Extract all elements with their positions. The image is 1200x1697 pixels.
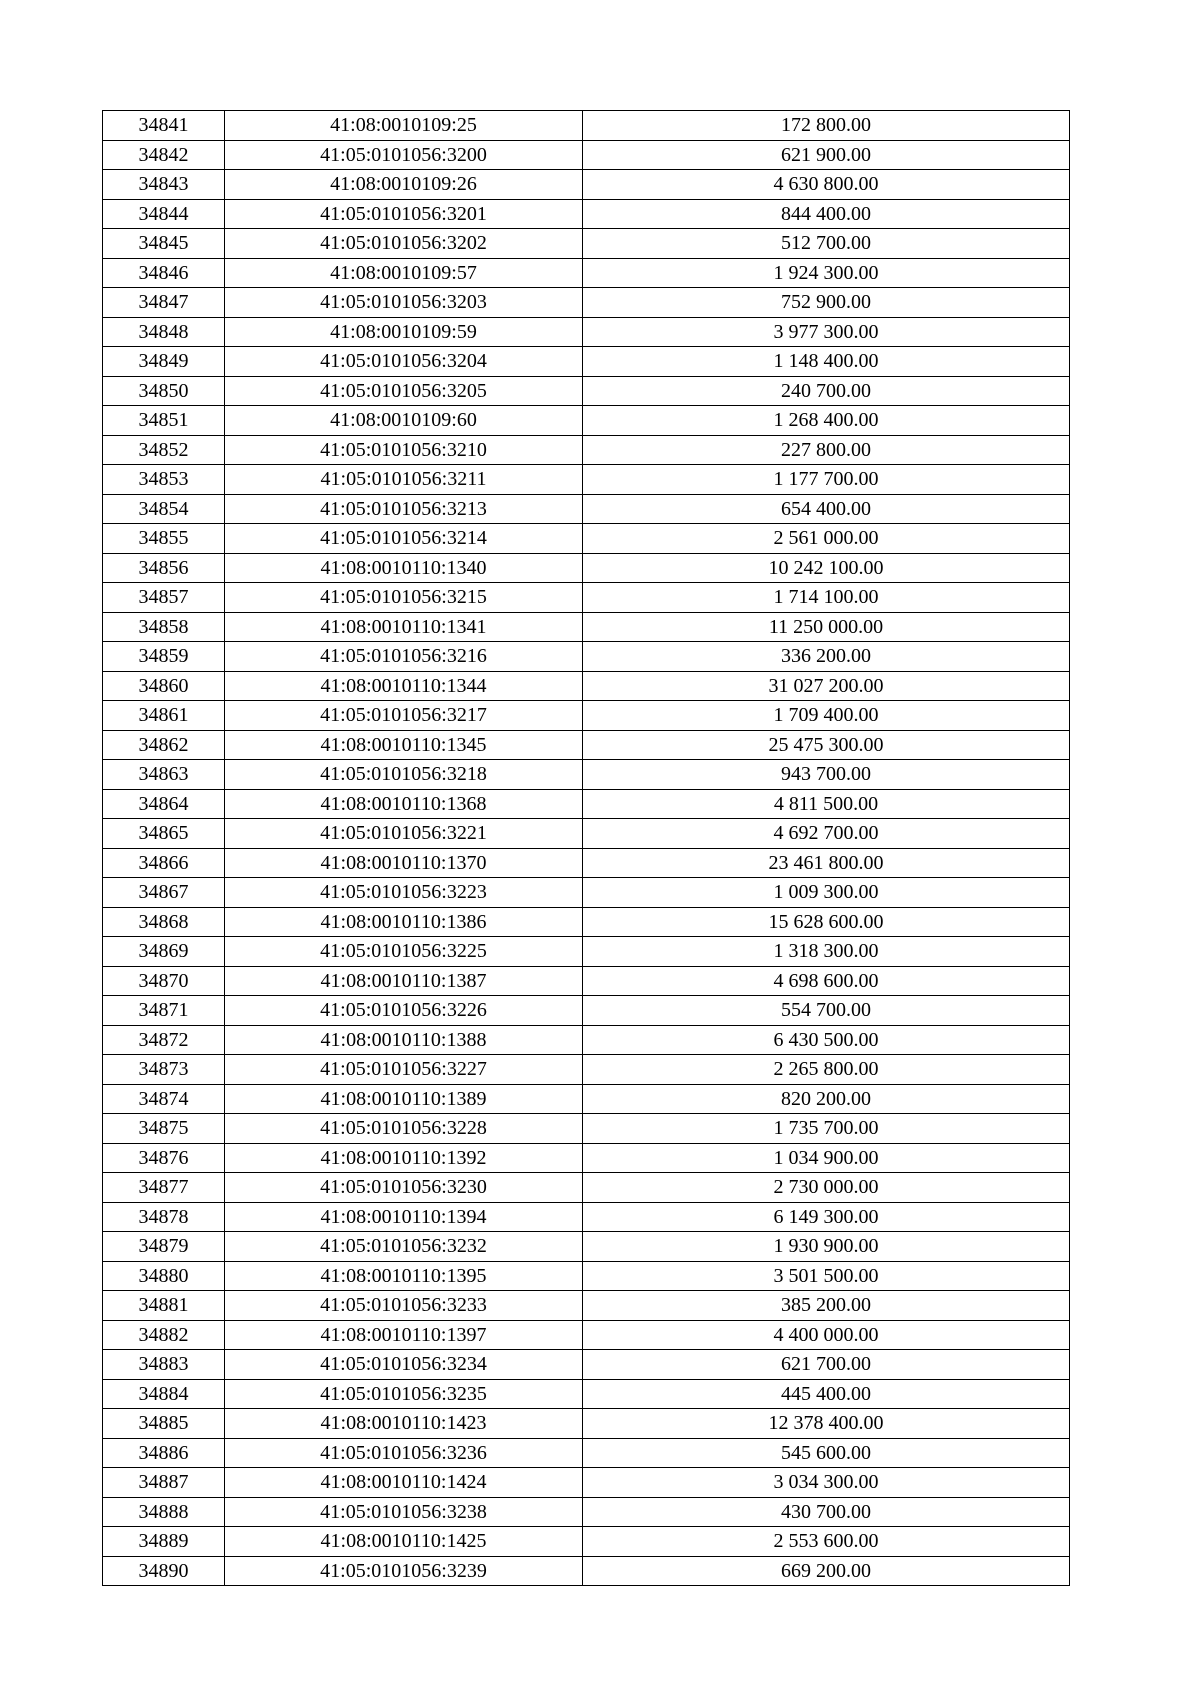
cadastral-value-cell: 445 400.00 xyxy=(583,1379,1070,1409)
row-number-cell: 34886 xyxy=(103,1438,225,1468)
cadastral-value-cell: 1 735 700.00 xyxy=(583,1114,1070,1144)
table-row xyxy=(103,465,1070,495)
row-number-cell: 34871 xyxy=(103,996,225,1026)
table-row xyxy=(103,878,1070,908)
cadastral-number-cell: 41:08:0010110:1370 xyxy=(225,848,583,878)
row-number-cell: 34870 xyxy=(103,966,225,996)
table-row xyxy=(103,494,1070,524)
cadastral-value-cell: 1 009 300.00 xyxy=(583,878,1070,908)
row-number-cell: 34877 xyxy=(103,1173,225,1203)
cadastral-number-cell: 41:08:0010110:1340 xyxy=(225,553,583,583)
row-number-cell: 34851 xyxy=(103,406,225,436)
row-number-cell: 34843 xyxy=(103,170,225,200)
cadastral-number-cell: 41:05:0101056:3218 xyxy=(225,760,583,790)
row-number-cell: 34865 xyxy=(103,819,225,849)
table-row xyxy=(103,937,1070,967)
cadastral-value-cell: 31 027 200.00 xyxy=(583,671,1070,701)
row-number-cell: 34846 xyxy=(103,258,225,288)
table-body xyxy=(103,111,1070,1586)
table-row xyxy=(103,170,1070,200)
row-number-cell: 34855 xyxy=(103,524,225,554)
cadastral-number-cell: 41:08:0010110:1394 xyxy=(225,1202,583,1232)
row-number-cell: 34873 xyxy=(103,1055,225,1085)
table-row xyxy=(103,966,1070,996)
cadastral-value-table xyxy=(102,110,1070,1586)
row-number-cell: 34854 xyxy=(103,494,225,524)
table-row xyxy=(103,1232,1070,1262)
cadastral-number-cell: 41:05:0101056:3239 xyxy=(225,1556,583,1586)
row-number-cell: 34888 xyxy=(103,1497,225,1527)
row-number-cell: 34866 xyxy=(103,848,225,878)
cadastral-value-cell: 669 200.00 xyxy=(583,1556,1070,1586)
row-number-cell: 34848 xyxy=(103,317,225,347)
table-row xyxy=(103,1055,1070,1085)
table-row xyxy=(103,1497,1070,1527)
row-number-cell: 34869 xyxy=(103,937,225,967)
cadastral-number-cell: 41:05:0101056:3230 xyxy=(225,1173,583,1203)
table-row xyxy=(103,199,1070,229)
cadastral-number-cell: 41:05:0101056:3228 xyxy=(225,1114,583,1144)
cadastral-value-cell: 25 475 300.00 xyxy=(583,730,1070,760)
row-number-cell: 34867 xyxy=(103,878,225,908)
row-number-cell: 34872 xyxy=(103,1025,225,1055)
cadastral-value-cell: 23 461 800.00 xyxy=(583,848,1070,878)
table-row xyxy=(103,1173,1070,1203)
table-row xyxy=(103,612,1070,642)
table-row xyxy=(103,760,1070,790)
cadastral-value-cell: 752 900.00 xyxy=(583,288,1070,318)
cadastral-value-cell: 227 800.00 xyxy=(583,435,1070,465)
row-number-cell: 34844 xyxy=(103,199,225,229)
row-number-cell: 34858 xyxy=(103,612,225,642)
cadastral-number-cell: 41:05:0101056:3202 xyxy=(225,229,583,259)
table-row xyxy=(103,642,1070,672)
table-row xyxy=(103,1202,1070,1232)
cadastral-number-cell: 41:05:0101056:3210 xyxy=(225,435,583,465)
cadastral-value-cell: 1 177 700.00 xyxy=(583,465,1070,495)
table-row xyxy=(103,111,1070,141)
cadastral-number-cell: 41:08:0010110:1368 xyxy=(225,789,583,819)
cadastral-value-cell: 336 200.00 xyxy=(583,642,1070,672)
table-row xyxy=(103,376,1070,406)
cadastral-number-cell: 41:08:0010110:1392 xyxy=(225,1143,583,1173)
row-number-cell: 34853 xyxy=(103,465,225,495)
row-number-cell: 34862 xyxy=(103,730,225,760)
table-row xyxy=(103,1114,1070,1144)
table-row xyxy=(103,1438,1070,1468)
cadastral-value-cell: 1 268 400.00 xyxy=(583,406,1070,436)
cadastral-number-cell: 41:08:0010109:59 xyxy=(225,317,583,347)
table-row xyxy=(103,1379,1070,1409)
cadastral-value-cell: 943 700.00 xyxy=(583,760,1070,790)
table-row xyxy=(103,1025,1070,1055)
cadastral-value-cell: 12 378 400.00 xyxy=(583,1409,1070,1439)
table-row xyxy=(103,258,1070,288)
row-number-cell: 34885 xyxy=(103,1409,225,1439)
cadastral-value-cell: 10 242 100.00 xyxy=(583,553,1070,583)
table-row xyxy=(103,996,1070,1026)
cadastral-number-cell: 41:05:0101056:3236 xyxy=(225,1438,583,1468)
table-row xyxy=(103,288,1070,318)
cadastral-number-cell: 41:08:0010109:60 xyxy=(225,406,583,436)
cadastral-number-cell: 41:05:0101056:3203 xyxy=(225,288,583,318)
cadastral-number-cell: 41:05:0101056:3221 xyxy=(225,819,583,849)
row-number-cell: 34882 xyxy=(103,1320,225,1350)
table-row xyxy=(103,1409,1070,1439)
cadastral-value-cell: 4 698 600.00 xyxy=(583,966,1070,996)
cadastral-value-cell: 1 709 400.00 xyxy=(583,701,1070,731)
table-row xyxy=(103,229,1070,259)
table-row xyxy=(103,347,1070,377)
cadastral-number-cell: 41:08:0010109:26 xyxy=(225,170,583,200)
cadastral-value-cell: 654 400.00 xyxy=(583,494,1070,524)
table-row xyxy=(103,907,1070,937)
cadastral-value-cell: 11 250 000.00 xyxy=(583,612,1070,642)
cadastral-value-cell: 3 501 500.00 xyxy=(583,1261,1070,1291)
row-number-cell: 34881 xyxy=(103,1291,225,1321)
cadastral-value-cell: 2 553 600.00 xyxy=(583,1527,1070,1557)
row-number-cell: 34857 xyxy=(103,583,225,613)
row-number-cell: 34884 xyxy=(103,1379,225,1409)
cadastral-number-cell: 41:05:0101056:3227 xyxy=(225,1055,583,1085)
cadastral-value-cell: 2 561 000.00 xyxy=(583,524,1070,554)
cadastral-number-cell: 41:08:0010110:1424 xyxy=(225,1468,583,1498)
cadastral-value-cell: 1 924 300.00 xyxy=(583,258,1070,288)
row-number-cell: 34889 xyxy=(103,1527,225,1557)
cadastral-number-cell: 41:08:0010110:1423 xyxy=(225,1409,583,1439)
cadastral-number-cell: 41:08:0010110:1341 xyxy=(225,612,583,642)
cadastral-number-cell: 41:05:0101056:3232 xyxy=(225,1232,583,1262)
table-row xyxy=(103,671,1070,701)
table-row xyxy=(103,553,1070,583)
table-row xyxy=(103,1291,1070,1321)
row-number-cell: 34849 xyxy=(103,347,225,377)
cadastral-value-cell: 4 811 500.00 xyxy=(583,789,1070,819)
cadastral-value-cell: 3 034 300.00 xyxy=(583,1468,1070,1498)
table-row xyxy=(103,435,1070,465)
row-number-cell: 34890 xyxy=(103,1556,225,1586)
cadastral-value-cell: 2 265 800.00 xyxy=(583,1055,1070,1085)
table-row xyxy=(103,406,1070,436)
cadastral-number-cell: 41:05:0101056:3216 xyxy=(225,642,583,672)
table-row xyxy=(103,140,1070,170)
cadastral-value-cell: 1 714 100.00 xyxy=(583,583,1070,613)
cadastral-number-cell: 41:05:0101056:3225 xyxy=(225,937,583,967)
row-number-cell: 34860 xyxy=(103,671,225,701)
row-number-cell: 34878 xyxy=(103,1202,225,1232)
table-row xyxy=(103,848,1070,878)
cadastral-value-cell: 545 600.00 xyxy=(583,1438,1070,1468)
cadastral-number-cell: 41:05:0101056:3217 xyxy=(225,701,583,731)
cadastral-number-cell: 41:08:0010110:1344 xyxy=(225,671,583,701)
row-number-cell: 34847 xyxy=(103,288,225,318)
cadastral-number-cell: 41:08:0010110:1388 xyxy=(225,1025,583,1055)
row-number-cell: 34876 xyxy=(103,1143,225,1173)
cadastral-value-cell: 385 200.00 xyxy=(583,1291,1070,1321)
cadastral-number-cell: 41:08:0010110:1397 xyxy=(225,1320,583,1350)
row-number-cell: 34875 xyxy=(103,1114,225,1144)
row-number-cell: 34887 xyxy=(103,1468,225,1498)
table-row xyxy=(103,701,1070,731)
cadastral-number-cell: 41:05:0101056:3200 xyxy=(225,140,583,170)
cadastral-value-cell: 4 400 000.00 xyxy=(583,1320,1070,1350)
cadastral-number-cell: 41:05:0101056:3238 xyxy=(225,1497,583,1527)
cadastral-value-cell: 4 630 800.00 xyxy=(583,170,1070,200)
cadastral-value-cell: 15 628 600.00 xyxy=(583,907,1070,937)
row-number-cell: 34842 xyxy=(103,140,225,170)
cadastral-number-cell: 41:08:0010109:25 xyxy=(225,111,583,141)
cadastral-number-cell: 41:08:0010109:57 xyxy=(225,258,583,288)
cadastral-number-cell: 41:05:0101056:3211 xyxy=(225,465,583,495)
cadastral-value-cell: 2 730 000.00 xyxy=(583,1173,1070,1203)
cadastral-value-cell: 240 700.00 xyxy=(583,376,1070,406)
cadastral-number-cell: 41:05:0101056:3201 xyxy=(225,199,583,229)
row-number-cell: 34852 xyxy=(103,435,225,465)
cadastral-value-cell: 6 430 500.00 xyxy=(583,1025,1070,1055)
cadastral-number-cell: 41:08:0010110:1345 xyxy=(225,730,583,760)
row-number-cell: 34859 xyxy=(103,642,225,672)
cadastral-value-cell: 172 800.00 xyxy=(583,111,1070,141)
cadastral-number-cell: 41:05:0101056:3235 xyxy=(225,1379,583,1409)
table-row xyxy=(103,819,1070,849)
table-row xyxy=(103,730,1070,760)
cadastral-value-cell: 430 700.00 xyxy=(583,1497,1070,1527)
table-row xyxy=(103,583,1070,613)
row-number-cell: 34879 xyxy=(103,1232,225,1262)
row-number-cell: 34880 xyxy=(103,1261,225,1291)
table-row xyxy=(103,1527,1070,1557)
cadastral-number-cell: 41:05:0101056:3214 xyxy=(225,524,583,554)
table-row xyxy=(103,789,1070,819)
table-row xyxy=(103,1261,1070,1291)
table-row xyxy=(103,1350,1070,1380)
cadastral-value-cell: 844 400.00 xyxy=(583,199,1070,229)
cadastral-value-cell: 1 318 300.00 xyxy=(583,937,1070,967)
table-row xyxy=(103,524,1070,554)
row-number-cell: 34883 xyxy=(103,1350,225,1380)
cadastral-number-cell: 41:05:0101056:3215 xyxy=(225,583,583,613)
table-row xyxy=(103,1320,1070,1350)
cadastral-number-cell: 41:05:0101056:3234 xyxy=(225,1350,583,1380)
cadastral-number-cell: 41:05:0101056:3205 xyxy=(225,376,583,406)
cadastral-number-cell: 41:05:0101056:3223 xyxy=(225,878,583,908)
cadastral-number-cell: 41:08:0010110:1389 xyxy=(225,1084,583,1114)
table-row xyxy=(103,1143,1070,1173)
cadastral-value-cell: 621 700.00 xyxy=(583,1350,1070,1380)
row-number-cell: 34864 xyxy=(103,789,225,819)
row-number-cell: 34874 xyxy=(103,1084,225,1114)
cadastral-value-cell: 554 700.00 xyxy=(583,996,1070,1026)
cadastral-value-cell: 4 692 700.00 xyxy=(583,819,1070,849)
cadastral-number-cell: 41:08:0010110:1387 xyxy=(225,966,583,996)
row-number-cell: 34856 xyxy=(103,553,225,583)
cadastral-value-cell: 3 977 300.00 xyxy=(583,317,1070,347)
cadastral-value-cell: 512 700.00 xyxy=(583,229,1070,259)
cadastral-value-cell: 820 200.00 xyxy=(583,1084,1070,1114)
cadastral-number-cell: 41:05:0101056:3226 xyxy=(225,996,583,1026)
table-row xyxy=(103,1556,1070,1586)
row-number-cell: 34850 xyxy=(103,376,225,406)
cadastral-number-cell: 41:05:0101056:3204 xyxy=(225,347,583,377)
table-row xyxy=(103,1468,1070,1498)
cadastral-number-cell: 41:08:0010110:1386 xyxy=(225,907,583,937)
row-number-cell: 34868 xyxy=(103,907,225,937)
row-number-cell: 34841 xyxy=(103,111,225,141)
cadastral-number-cell: 41:08:0010110:1395 xyxy=(225,1261,583,1291)
cadastral-value-cell: 6 149 300.00 xyxy=(583,1202,1070,1232)
cadastral-value-cell: 1 034 900.00 xyxy=(583,1143,1070,1173)
row-number-cell: 34861 xyxy=(103,701,225,731)
cadastral-value-cell: 1 148 400.00 xyxy=(583,347,1070,377)
row-number-cell: 34863 xyxy=(103,760,225,790)
cadastral-value-cell: 621 900.00 xyxy=(583,140,1070,170)
row-number-cell: 34845 xyxy=(103,229,225,259)
table-row xyxy=(103,317,1070,347)
cadastral-number-cell: 41:08:0010110:1425 xyxy=(225,1527,583,1557)
table-row xyxy=(103,1084,1070,1114)
cadastral-number-cell: 41:05:0101056:3233 xyxy=(225,1291,583,1321)
cadastral-number-cell: 41:05:0101056:3213 xyxy=(225,494,583,524)
cadastral-value-cell: 1 930 900.00 xyxy=(583,1232,1070,1262)
